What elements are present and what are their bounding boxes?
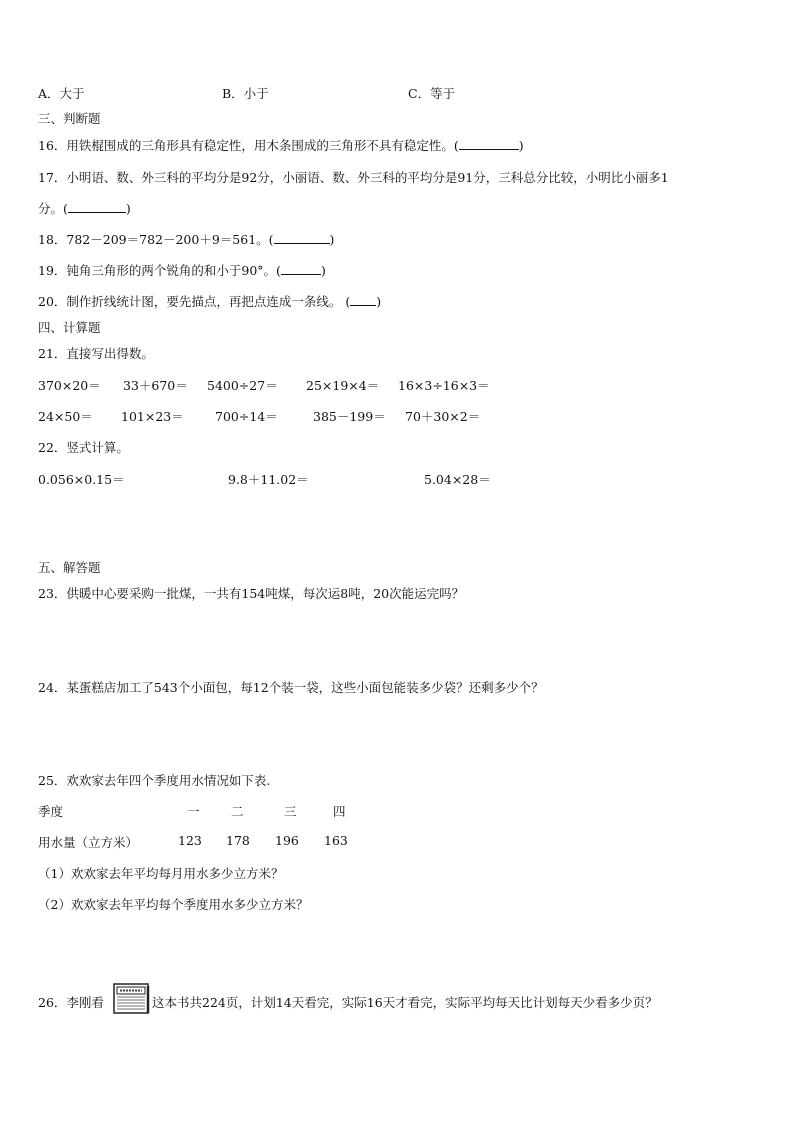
table-header-cell: 一 bbox=[187, 804, 200, 819]
question-25-sub2: （2）欢欢家去年平均每个季度用水多少立方米？ bbox=[38, 897, 309, 912]
question-21-title: 21．直接写出得数。 bbox=[38, 346, 154, 361]
question-18: 18．782－209＝782－200＋9＝561。( ) bbox=[38, 232, 335, 247]
table-header-cell: 二 bbox=[231, 804, 244, 819]
vertical-calc-item: 9.8＋11.02＝ bbox=[228, 472, 309, 487]
calc-item: 33＋670＝ bbox=[123, 378, 188, 393]
question-24: 24．某蛋糕店加工了543个小面包，每12个装一袋，这些小面包能装多少袋？还剩多少个？ bbox=[38, 680, 544, 695]
question-26-start: 26．李刚看 bbox=[38, 995, 104, 1010]
table-header-cell: 四 bbox=[333, 804, 346, 819]
calc-item: 25×19×4＝ bbox=[306, 378, 380, 393]
section-title-calculation: 四、计算题 bbox=[38, 320, 101, 335]
question-16: 16．用铁棍围成的三角形具有稳定性，用木条围成的三角形不具有稳定性。( ) bbox=[38, 138, 524, 153]
answer-blank[interactable] bbox=[350, 293, 376, 306]
table-row-label: 用水量（立方米） bbox=[38, 835, 139, 850]
calc-item: 370×20＝ bbox=[38, 378, 101, 393]
question-16-text: 16．用铁棍围成的三角形具有稳定性，用木条围成的三角形不具有稳定性。( bbox=[38, 138, 459, 153]
question-17-line2: 分。( ) bbox=[38, 201, 131, 216]
calc-item: 700÷14＝ bbox=[215, 409, 278, 424]
calc-item: 24×50＝ bbox=[38, 409, 93, 424]
calc-item: 70＋30×2＝ bbox=[405, 409, 481, 424]
question-26-rest: 这本书共224页，计划14天看完，实际16天才看完，实际平均每天比计划每天少看多少页？ bbox=[152, 995, 658, 1010]
answer-blank[interactable] bbox=[281, 262, 321, 275]
answer-blank[interactable] bbox=[459, 137, 519, 150]
question-20: 20．制作折线统计图，要先描点，再把点连成一条线。 ( ) bbox=[38, 294, 382, 309]
question-25-sub1: （1）欢欢家去年平均每月用水多少立方米？ bbox=[38, 866, 284, 881]
option-a: A．大于 bbox=[38, 86, 85, 101]
vertical-calc-item: 5.04×28＝ bbox=[424, 472, 491, 487]
question-17-line1: 17．小明语、数、外三科的平均分是92分，小丽语、数、外三科的平均分是91分，三科总分比较，小明比小丽多1 bbox=[38, 170, 669, 185]
answer-blank[interactable] bbox=[68, 200, 126, 213]
answer-blank[interactable] bbox=[274, 231, 330, 244]
vertical-calc-item: 0.056×0.15＝ bbox=[38, 472, 125, 487]
option-b: B．小于 bbox=[222, 86, 269, 101]
table-cell: 123 bbox=[178, 833, 202, 848]
option-c: C．等于 bbox=[408, 86, 456, 101]
question-22-title: 22．竖式计算。 bbox=[38, 440, 129, 455]
table-cell: 196 bbox=[275, 833, 299, 848]
table-cell: 178 bbox=[226, 833, 250, 848]
section-title-judgement: 三、判断题 bbox=[38, 111, 101, 126]
calc-item: 101×23＝ bbox=[121, 409, 184, 424]
table-header-cell: 三 bbox=[284, 804, 297, 819]
book-icon bbox=[112, 982, 150, 1016]
table-header-label: 季度 bbox=[38, 804, 64, 819]
question-23: 23．供暖中心要采购一批煤，一共有154吨煤，每次运8吨，20次能运完吗？ bbox=[38, 586, 465, 601]
question-25-title: 25．欢欢家去年四个季度用水情况如下表. bbox=[38, 773, 271, 788]
table-cell: 163 bbox=[324, 833, 348, 848]
question-19: 19．钝角三角形的两个锐角的和小于90°。( ) bbox=[38, 263, 326, 278]
calc-item: 16×3÷16×3＝ bbox=[398, 378, 490, 393]
calc-item: 385－199＝ bbox=[313, 409, 386, 424]
section-title-word-problems: 五、解答题 bbox=[38, 560, 101, 575]
calc-item: 5400÷27＝ bbox=[207, 378, 278, 393]
